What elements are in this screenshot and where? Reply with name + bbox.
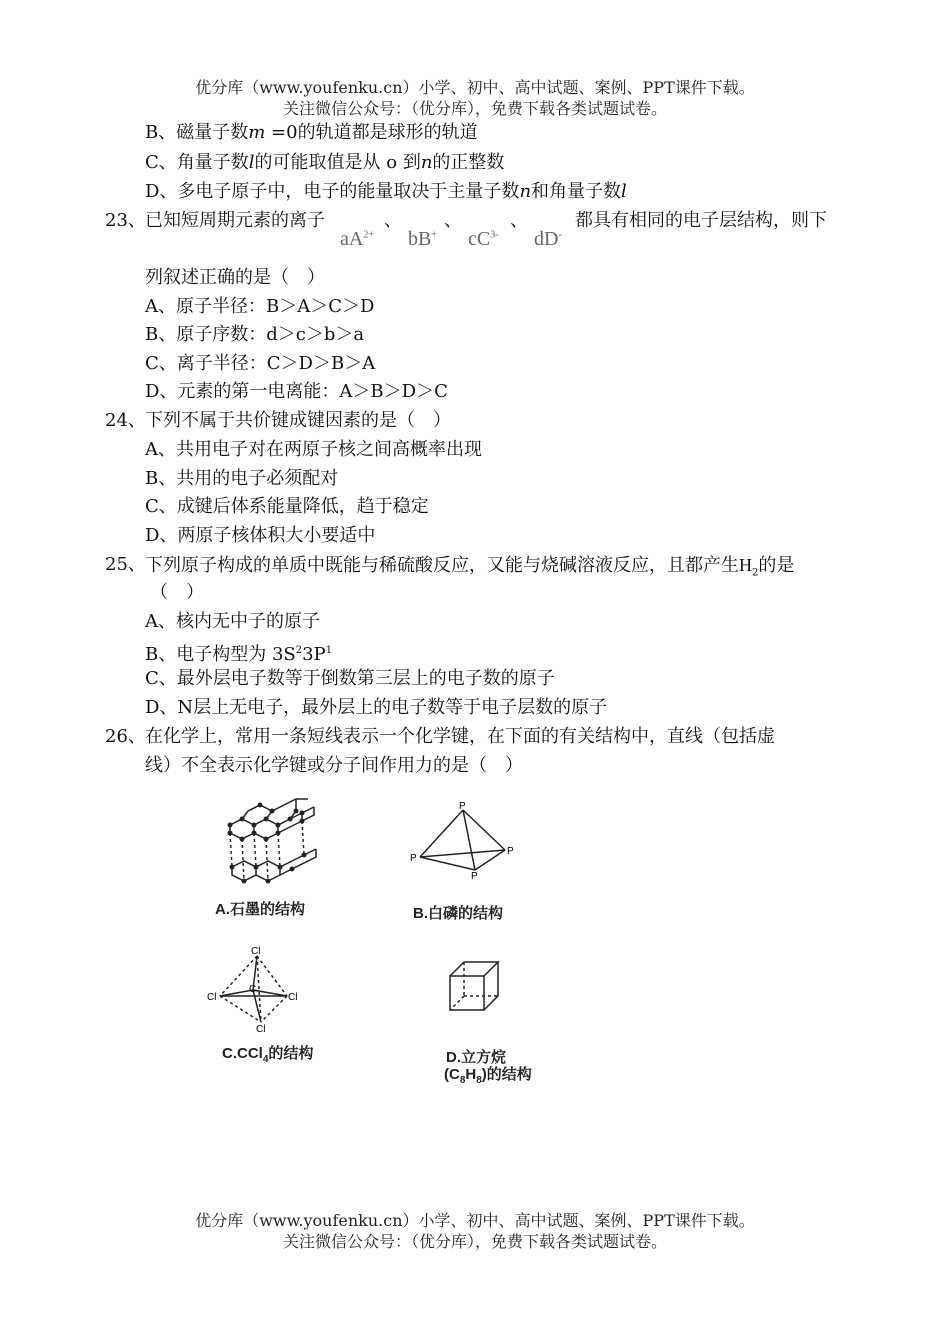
ion-separator: 、 [510,210,528,231]
graphite-structure-figure [218,795,330,895]
q23-option-d: D、元素的第一电离能：A＞B＞D＞C [145,381,448,402]
q23-number: 23、 [105,210,146,231]
ion-a: $aA^{2+}$ [340,228,374,250]
q25-number: 25、 [105,554,146,575]
p-atom-left: P [410,853,417,864]
q23-option-c: C、离子半径：C＞D＞B＞A [145,353,376,374]
q23-option-a: A、原子半径：B＞A＞C＞D [145,296,375,317]
white-phosphorus-caption: B.白磷的结构 [413,905,504,922]
ccl4-caption: C.CCl$_4$的结构 [222,1045,314,1065]
cubane-caption-line1: D.立方烷 [446,1049,507,1066]
q26-stem-line1: 在化学上，常用一条短线表示一个化学键，在下面的有关结构中，直线（包括虚 [145,726,775,747]
p-atom-top: P [459,801,466,812]
cubane-structure-figure [446,958,506,1016]
ion-d: dD- [534,228,562,250]
footer-line-1: 优分库（www.youfenku.cn）小学、初中、高中试题、案例、PPT课件下载。 [195,1211,755,1230]
header-line-1: 优分库（www.youfenku.cn）小学、初中、高中试题、案例、PPT课件下载。 [195,78,755,97]
q23-option-b: B、原子序数：d＞c＞b＞a [145,324,365,345]
cl-atom-top: Cl [251,946,261,957]
c-atom-center: C [249,984,257,995]
header-line-2: 关注微信公众号：（优分库），免费下载各类试题试卷。 [282,99,667,118]
q25-option-c: C、最外层电子数等于倒数第三层上的电子数的原子 [145,668,555,689]
q23-stem-cont: 列叙述正确的是（ ） [145,267,325,288]
q25-option-d: D、N层上无电子，最外层上的电子数等于电子层数的原子 [145,697,608,718]
cubane-caption-line2: $(C_8H_8)$的结构 [444,1066,532,1086]
q24-option-d: D、两原子核体积大小要适中 [145,525,376,546]
q25-answer-paren: （ ） [150,582,204,603]
q24-stem: 下列不属于共价键成键因素的是（ ） [145,410,451,431]
graphite-interlayer-lines [230,821,304,881]
q24-number: 24、 [105,410,146,431]
footer-line-2: 关注微信公众号：（优分库），免费下载各类试题试卷。 [282,1232,667,1251]
q25-stem: 下列原子构成的单质中既能与稀硫酸反应，又能与烧碱溶液反应，且都产生$H_2$的是 [145,555,795,579]
cl-atom-left: Cl [207,992,217,1003]
q26-number: 26、 [105,726,146,747]
p-atom-right: P [507,846,514,857]
ion-b: bB+ [408,228,437,250]
q22-option-d: D、多电子原子中，电子的能量取决于主量子数n和角量子数l [145,181,627,202]
q24-option-c: C、成键后体系能量降低，趋于稳定 [145,496,429,517]
ion-separator: 、 [384,210,402,231]
q23-stem-start: 已知短周期元素的离子 [145,210,325,231]
q23-stem-end: 都具有相同的电子层结构，则下 [575,210,827,231]
graphite-caption: A.石墨的结构 [215,901,306,918]
q24-option-a: A、共用电子对在两原子核之间高概率出现 [145,439,482,460]
ccl4-structure-figure [205,942,305,1034]
q22-option-c: C、角量子数l的可能取值是从 o 到n的正整数 [145,152,505,173]
q25-option-a: A、核内无中子的原子 [145,611,320,632]
cl-atom-right: Cl [288,992,298,1003]
ion-separator: 、 [444,210,462,231]
cl-atom-bottom: Cl [256,1024,266,1034]
white-phosphorus-figure [408,800,523,880]
q24-option-b: B、共用的电子必须配对 [145,468,339,489]
q22-option-b: B、磁量子数m =0的轨道都是球形的轨道 [145,122,478,143]
ion-c: $cC^{3-}$ [468,228,499,250]
q25-option-b: B、电子构型为 $3S^23P^1$ [145,644,333,665]
q26-stem-line2: 线）不全表示化学键或分子间作用力的是（ ） [145,755,523,776]
p-atom-bottom: P [471,871,478,880]
